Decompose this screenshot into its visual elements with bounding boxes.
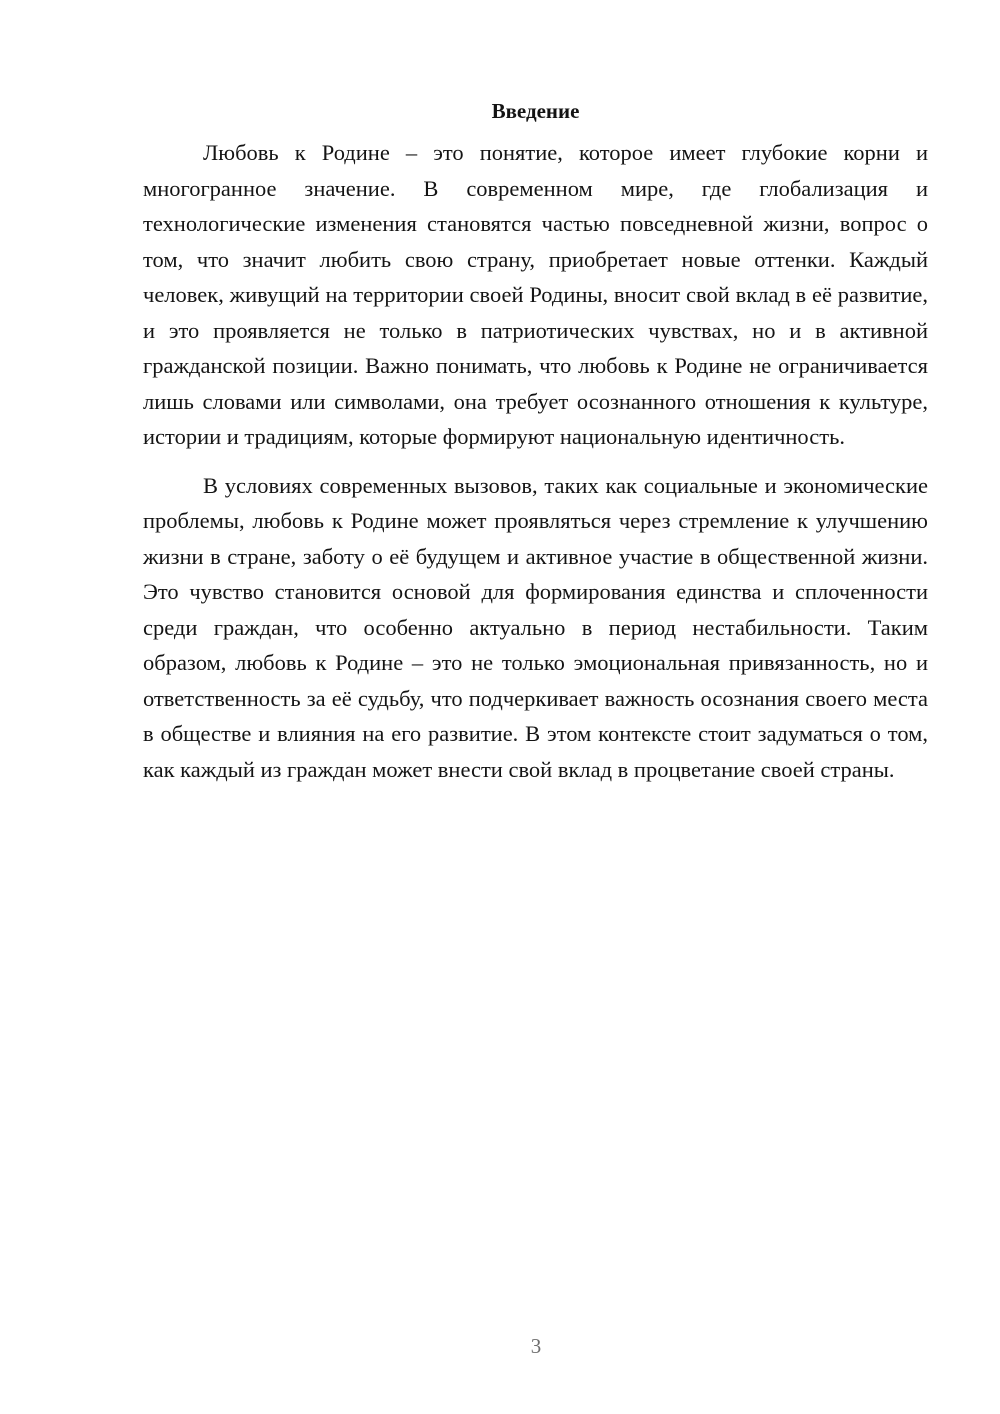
- body-paragraph: Любовь к Родине – это понятие, которое имеет глубокие корни и многогранное значение. В современном мире, где глобализация и технологические изменения становятся частью повседневной жизни, вопрос о том, что значит любить свою страну, приобретает новые оттенки. Каждый человек, живущий на территории своей Родины, вносит свой вклад в её развитие, и это проявляется не только в патриотических чувствах, но и в активной гражданской позиции. Важно понимать, что любовь к Родине не ограничивается лишь словами или символами, она требует осознанного отношения к культуре, истории и традициям, которые формируют национальную идентичность.: [143, 140, 928, 449]
- body-paragraph: В условиях современных вызовов, таких как социальные и экономические проблемы, любовь к Родине может проявляться через стремление к улучшению жизни в стране, заботу о её будущем и активное участие в общественной жизни. Это чувство становится основой для формирования единства и сплоченности среди граждан, что особенно актуально в период нестабильности. Таким образом, любовь к Родине – это не только эмоциональная привязанность, но и ответственность за её судьбу, что подчеркивает важность осознания своего места в обществе и влияния на его развитие. В этом контексте стоит задуматься о том, как каждый из граждан может внести свой вклад в процветание своей страны.: [143, 472, 928, 782]
- page-content: [143, 97, 928, 787]
- page-number: 3: [530, 1334, 542, 1358]
- section-heading: Введение: [491, 99, 580, 123]
